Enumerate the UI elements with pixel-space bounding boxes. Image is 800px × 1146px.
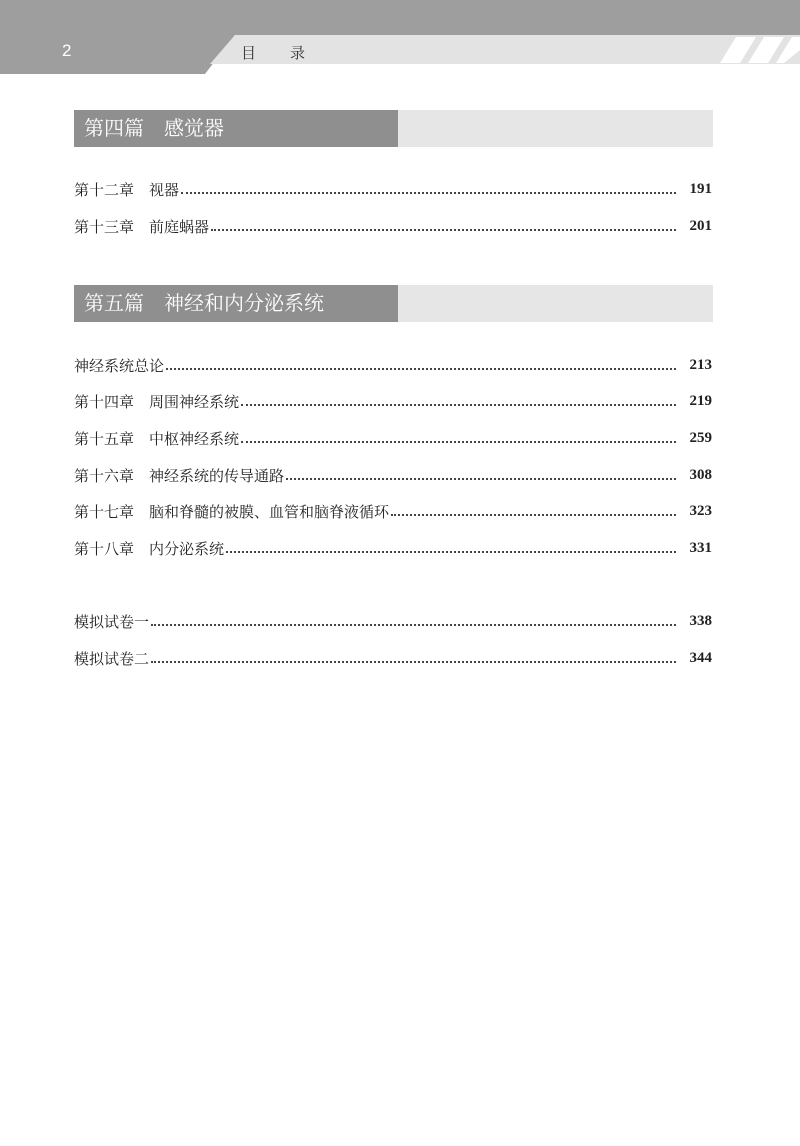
- dot-leader: [181, 191, 676, 194]
- toc-entry[interactable]: [74, 427, 712, 449]
- dot-leader: [226, 550, 676, 553]
- toc-entry[interactable]: [74, 215, 712, 237]
- part-heading-5: [74, 285, 713, 322]
- toc-entry-page: 344: [689, 649, 712, 666]
- toc-entry-title: 神经系统总论: [74, 356, 165, 375]
- toc-entry-page: 259: [689, 429, 712, 446]
- toc-entry[interactable]: [74, 537, 712, 559]
- toc-entry-title: 模拟试卷一: [74, 612, 150, 631]
- toc-entry-page: 308: [689, 466, 712, 483]
- dot-leader: [211, 228, 676, 231]
- part-heading-4: [74, 110, 713, 147]
- toc-entry-page: 213: [689, 356, 712, 373]
- toc-entry[interactable]: [74, 500, 712, 522]
- dot-leader: [151, 623, 676, 626]
- dot-leader: [151, 660, 676, 663]
- part-heading-label: 第五篇 神经和内分泌系统: [74, 285, 398, 322]
- toc-entry-title: 模拟试卷二: [74, 649, 150, 668]
- toc-entry-title: 第十六章 神经系统的传导通路: [74, 466, 285, 485]
- toc-entry[interactable]: [74, 354, 712, 376]
- toc-entry-title: 第十三章 前庭蜗器: [74, 217, 210, 236]
- toc-entry-title: 第十四章 周围神经系统: [74, 392, 240, 411]
- dot-leader: [166, 367, 676, 370]
- running-title: 目录: [241, 44, 340, 62]
- toc-entry[interactable]: [74, 178, 712, 200]
- toc-entry-page: 331: [689, 539, 712, 556]
- toc-entry-title: 第十八章 内分泌系统: [74, 539, 225, 558]
- toc-entry[interactable]: [74, 464, 712, 486]
- toc-entry-page: 338: [689, 612, 712, 629]
- toc-entry-title: 第十五章 中枢神经系统: [74, 429, 240, 448]
- toc-entry[interactable]: [74, 610, 712, 632]
- dot-leader: [241, 403, 676, 406]
- toc-entry-title: 第十二章 视器: [74, 180, 180, 199]
- toc-entry-page: 201: [689, 217, 712, 234]
- toc-entry[interactable]: [74, 647, 712, 669]
- header-band-graphic: [0, 0, 800, 78]
- toc-entry-page: 323: [689, 502, 712, 519]
- dot-leader: [391, 513, 676, 516]
- toc-entry-title: 第十七章 脑和脊髓的被膜、血管和脑脊液循环: [74, 502, 390, 521]
- toc-entry-page: 191: [689, 180, 712, 197]
- part-heading-label: 第四篇 感觉器: [74, 110, 398, 147]
- toc-entry-page: 219: [689, 392, 712, 409]
- dot-leader: [241, 440, 676, 443]
- page-header: [0, 0, 800, 78]
- dot-leader: [286, 477, 676, 480]
- toc-entry[interactable]: [74, 390, 712, 412]
- page-number: 2: [62, 41, 72, 60]
